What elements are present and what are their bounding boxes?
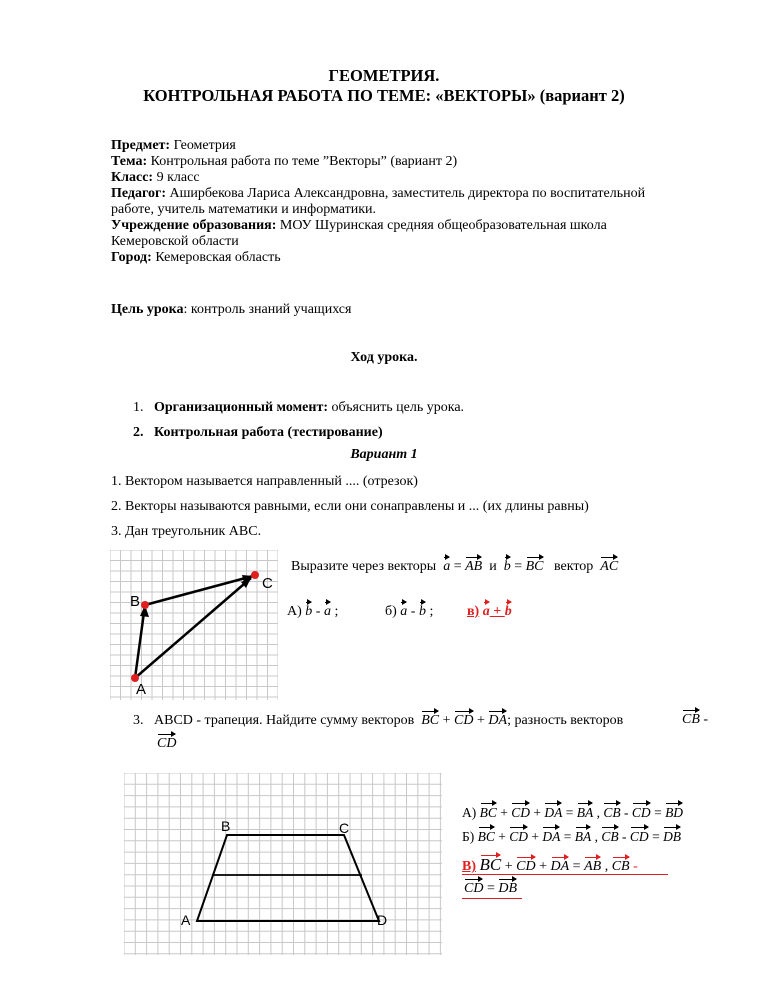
q4-num: 3.	[133, 713, 144, 728]
topic-line	[111, 154, 457, 170]
step-1-num: 1.	[133, 400, 144, 415]
goal-text: : контроль знаний учащихся	[183, 302, 352, 317]
q3-option-b-label: б)	[385, 604, 397, 619]
vec-cd: CD	[464, 881, 484, 896]
grade-value: 9 класс	[156, 170, 200, 185]
topic-value: Контрольная работа по теме ”Векторы” (вариант 2)	[150, 154, 458, 169]
vec-da: DA	[488, 713, 508, 728]
vec-ba: BA	[576, 805, 594, 820]
lesson-heading: Ход урока.	[350, 350, 418, 365]
vec-b: b	[504, 604, 512, 619]
vec-bd: BD	[665, 805, 684, 820]
school-value: МОУ Шуринская средняя общеобразовательная школа	[279, 218, 607, 233]
topic-label: Тема:	[111, 154, 148, 169]
step-1-text: объяснить цель урока.	[331, 400, 465, 415]
vec-bc: BC	[525, 559, 544, 574]
q4-text: ABCD - трапеция. Найдите сумму векторов	[154, 713, 415, 728]
trapezoid-abcd	[197, 835, 379, 921]
vec-cd: CD	[509, 829, 529, 844]
grade-line	[111, 170, 200, 186]
vec-bc: BC	[479, 805, 497, 820]
vec-cd: CD	[629, 829, 649, 844]
label-c: C	[262, 575, 273, 592]
vec-da: DA	[544, 805, 563, 820]
point-c	[251, 571, 259, 579]
q4-diff-expr: CB -	[682, 712, 709, 727]
school-line-2: Кемеровской области	[111, 234, 239, 249]
teacher-line-2: работе, учитель математики и информатики.	[111, 202, 377, 217]
label-b: B	[130, 593, 141, 610]
q3-option-c-label: в)	[467, 604, 480, 619]
teacher-line	[111, 186, 645, 202]
grade-label: Класс:	[111, 170, 154, 185]
vec-b: b	[305, 604, 313, 619]
title-line-2: КОНТРОЛЬНАЯ РАБОТА ПО ТЕМЕ: «ВЕКТОРЫ» (вариант 2)	[143, 86, 625, 105]
triangle-figure	[110, 550, 278, 700]
q3-vector: вектор	[554, 559, 594, 574]
question-3: 3. Дан треугольник АВС.	[111, 524, 262, 539]
vec-cd: CD	[631, 805, 651, 820]
grid-lines	[124, 773, 442, 955]
label-a: A	[136, 681, 147, 698]
vec-bc: BC	[421, 713, 440, 728]
vec-db: DB	[663, 829, 682, 844]
step-1-label: Организационный момент:	[154, 400, 328, 415]
vec-b: b	[418, 604, 426, 619]
title-line-1: ГЕОМЕТРИЯ.	[328, 66, 440, 85]
step-1	[133, 400, 464, 416]
answer-underline-2	[462, 898, 522, 899]
city-value: Кемеровская область	[155, 250, 281, 265]
vec-da: DA	[542, 829, 561, 844]
school-line	[111, 218, 607, 234]
vec-cd: CD	[157, 736, 177, 751]
label-a: A	[181, 912, 191, 928]
q3-option-a: А) b - a ;	[287, 604, 339, 619]
vec-ba: BA	[574, 829, 592, 844]
goal-label: Цель урока	[111, 302, 184, 317]
q4-option-a: А) BC + CD + DA = BA , CB - CD = BD	[462, 805, 684, 820]
question-4: 3. ABCD - трапеция. Найдите сумму векторов BC + CD + DA; разность векторов	[133, 713, 624, 728]
vec-cb: CB	[611, 859, 630, 874]
vec-b: b	[503, 559, 511, 574]
step-2-num: 2.	[133, 425, 144, 440]
q4-option-b-label: Б)	[462, 829, 475, 844]
vec-cd: CD	[511, 805, 531, 820]
vec-a: a	[400, 604, 408, 619]
q3-prompt: Выразите через векторы a = AB и b = BC вектор AC	[291, 559, 619, 574]
subject-line	[111, 138, 236, 154]
q4-diff-expr-2	[157, 736, 176, 752]
variant-heading: Вариант 1	[350, 447, 418, 462]
teacher-value: Аширбекова Лариса Александровна, заместитель директора по воспитательной	[169, 186, 646, 201]
step-2	[133, 425, 383, 441]
vec-a: a	[482, 604, 490, 619]
question-2: 2. Векторы называются равными, если они сонаправлены и ... (их длины равны)	[111, 499, 589, 514]
point-b	[141, 601, 149, 609]
vec-cd: CD	[454, 713, 474, 728]
q4-option-c-answer: В) BC + CD + DA = AB , CB -	[462, 855, 638, 874]
vec-a: a	[323, 604, 331, 619]
vec-cb: CB	[601, 829, 619, 844]
vec-cb: CB	[682, 712, 700, 727]
goal-line	[111, 302, 351, 318]
q3-option-c-answer	[467, 604, 512, 620]
q4-option-a-label: А)	[462, 805, 477, 820]
q4-option-c-label: В)	[462, 859, 476, 874]
vec-bc: BC	[479, 855, 502, 874]
q4-option-c-answer-2: CD = DB	[464, 881, 518, 896]
q3-option-c-expr: a + b	[482, 604, 512, 619]
subject-label: Предмет:	[111, 138, 171, 153]
step-2-label: Контрольная работа (тестирование)	[154, 425, 383, 440]
vec-ab: AB	[584, 859, 602, 874]
label-c: C	[339, 820, 350, 836]
answer-underline-1	[462, 874, 668, 875]
vec-bc: BC	[477, 829, 495, 844]
city-line	[111, 250, 281, 266]
q3-option-a-label: А)	[287, 604, 302, 619]
vec-cb: CB	[603, 805, 621, 820]
vec-cd: CD	[516, 859, 536, 874]
vec-db: DB	[498, 881, 518, 896]
vec-da: DA	[550, 859, 570, 874]
label-d: D	[377, 912, 388, 928]
question-1: 1. Вектором называется направленный .... (отрезок)	[111, 474, 418, 489]
q3-prompt-text: Выразите через векторы	[291, 559, 437, 574]
label-b: B	[221, 818, 231, 834]
trapezoid-figure	[124, 773, 442, 955]
school-label: Учреждение образования:	[111, 218, 277, 233]
q4-diff: ; разность векторов	[507, 713, 624, 728]
subject-value: Геометрия	[173, 138, 236, 153]
q3-and: и	[489, 559, 497, 574]
vec-ac: AC	[600, 559, 619, 574]
teacher-label: Педагог:	[111, 186, 167, 201]
city-label: Город:	[111, 250, 152, 265]
q4-option-b: Б) BC + CD + DA = BA , CB - CD = DB	[462, 829, 682, 844]
vec-ab: AB	[465, 559, 483, 574]
q3-option-b: б) a - b ;	[385, 604, 434, 619]
vec-a: a	[443, 559, 451, 574]
